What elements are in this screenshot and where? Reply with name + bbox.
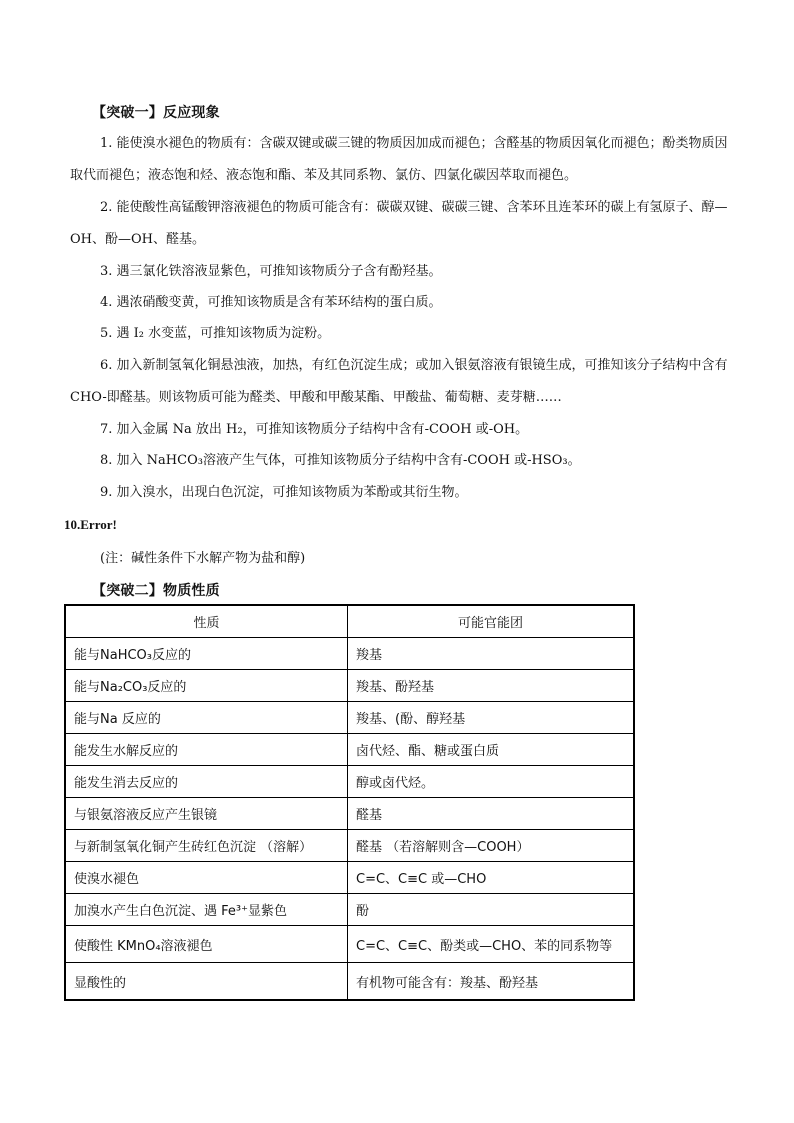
error-text: 10.Error! — [64, 517, 117, 532]
cell-functional-group: 卤代烃、酯、糖或蛋白质 — [348, 734, 635, 766]
properties-table — [64, 604, 635, 1001]
paragraph-9: 9. 加入溴水，出现白色沉淀，可推知该物质为苯酚或其衍生物。 — [100, 485, 468, 500]
table-row — [65, 702, 634, 734]
column-header-functional-group: 可能官能团 — [348, 605, 635, 638]
table-row — [65, 670, 634, 702]
cell-property: 能发生水解反应的 — [65, 734, 348, 766]
cell-property: 能发生消去反应的 — [65, 766, 348, 798]
cell-functional-group: 酚 — [348, 894, 635, 926]
section-heading-2: 【突破二】物质性质 — [92, 583, 220, 599]
cell-property: 显酸性的 — [65, 963, 348, 1001]
table-row — [65, 830, 634, 862]
cell-property: 与银氨溶液反应产生银镜 — [65, 798, 348, 830]
cell-functional-group: 醇或卤代烃。 — [348, 766, 635, 798]
table-row — [65, 798, 634, 830]
table-row — [65, 894, 634, 926]
paragraph-7: 7. 加入金属 Na 放出 H₂，可推知该物质分子结构中含有-COOH 或-OH。 — [100, 422, 529, 437]
cell-property: 使酸性 KMnO₄溶液褪色 — [65, 926, 348, 963]
column-header-property: 性质 — [65, 605, 348, 638]
cell-functional-group: 羧基 — [348, 638, 635, 670]
cell-property: 与新制氢氧化铜产生砖红色沉淀 （溶解） — [65, 830, 348, 862]
table-row — [65, 862, 634, 894]
cell-property: 使溴水褪色 — [65, 862, 348, 894]
note-text: (注：碱性条件下水解产物为盐和醇) — [100, 551, 306, 566]
cell-property: 能与Na 反应的 — [65, 702, 348, 734]
cell-property: 能与Na₂CO₃反应的 — [65, 670, 348, 702]
section-heading-1: 【突破一】反应现象 — [92, 105, 220, 121]
table-row — [65, 963, 634, 1001]
table-row — [65, 766, 634, 798]
table-header-row — [65, 605, 634, 638]
cell-property: 能与NaHCO₃反应的 — [65, 638, 348, 670]
cell-functional-group: 醛基 — [348, 798, 635, 830]
cell-functional-group: C=C、C≡C、酚类或—CHO、苯的同系物等 — [348, 926, 635, 963]
table-row — [65, 926, 634, 963]
cell-property: 加溴水产生白色沉淀、遇 Fe³⁺显紫色 — [65, 894, 348, 926]
cell-functional-group: C=C、C≡C 或—CHO — [348, 862, 635, 894]
paragraph-5: 5. 遇 I₂ 水变蓝，可推知该物质为淀粉。 — [100, 326, 331, 341]
paragraph-3: 3. 遇三氯化铁溶液显紫色，可推知该物质分子含有酚羟基。 — [100, 264, 442, 279]
paragraph-4: 4. 遇浓硝酸变黄，可推知该物质是含有苯环结构的蛋白质。 — [100, 295, 442, 310]
cell-functional-group: 羧基、酚羟基 — [348, 670, 635, 702]
table-row — [65, 638, 634, 670]
paragraph-6: 6. 加入新制氢氧化铜悬浊液，加热，有红色沉淀生成；或加入银氨溶液有银镜生成，可推知该分子结构中含有 CHO-即醛基。则该物质可能为醛类、甲酸和甲酸某酯、甲酸盐、葡萄糖、麦芽糖…… — [70, 358, 728, 405]
cell-functional-group: 羧基、(酚、醇羟基 — [348, 702, 635, 734]
cell-functional-group: 有机物可能含有：羧基、酚羟基 — [348, 963, 635, 1001]
paragraph-8: 8. 加入 NaHCO₃溶液产生气体，可推知该物质分子结构中含有-COOH 或-HSO₃。 — [100, 453, 581, 468]
paragraph-1: 1. 能使溴水褪色的物质有：含碳双键或碳三键的物质因加成而褪色；含醛基的物质因氧化而褪色；酚类物质因取代而褪色；液态饱和烃、液态饱和酯、苯及其同系物、氯仿、四氯化碳因萃取而褪色。 — [70, 136, 728, 183]
paragraph-2: 2. 能使酸性高锰酸钾溶液褪色的物质可能含有：碳碳双键、碳碳三键、含苯环且连苯环的碳上有氢原子、醇—OH、酚—OH、醛基。 — [70, 200, 728, 247]
table-row — [65, 734, 634, 766]
cell-functional-group: 醛基 （若溶解则含—COOH） — [348, 830, 635, 862]
